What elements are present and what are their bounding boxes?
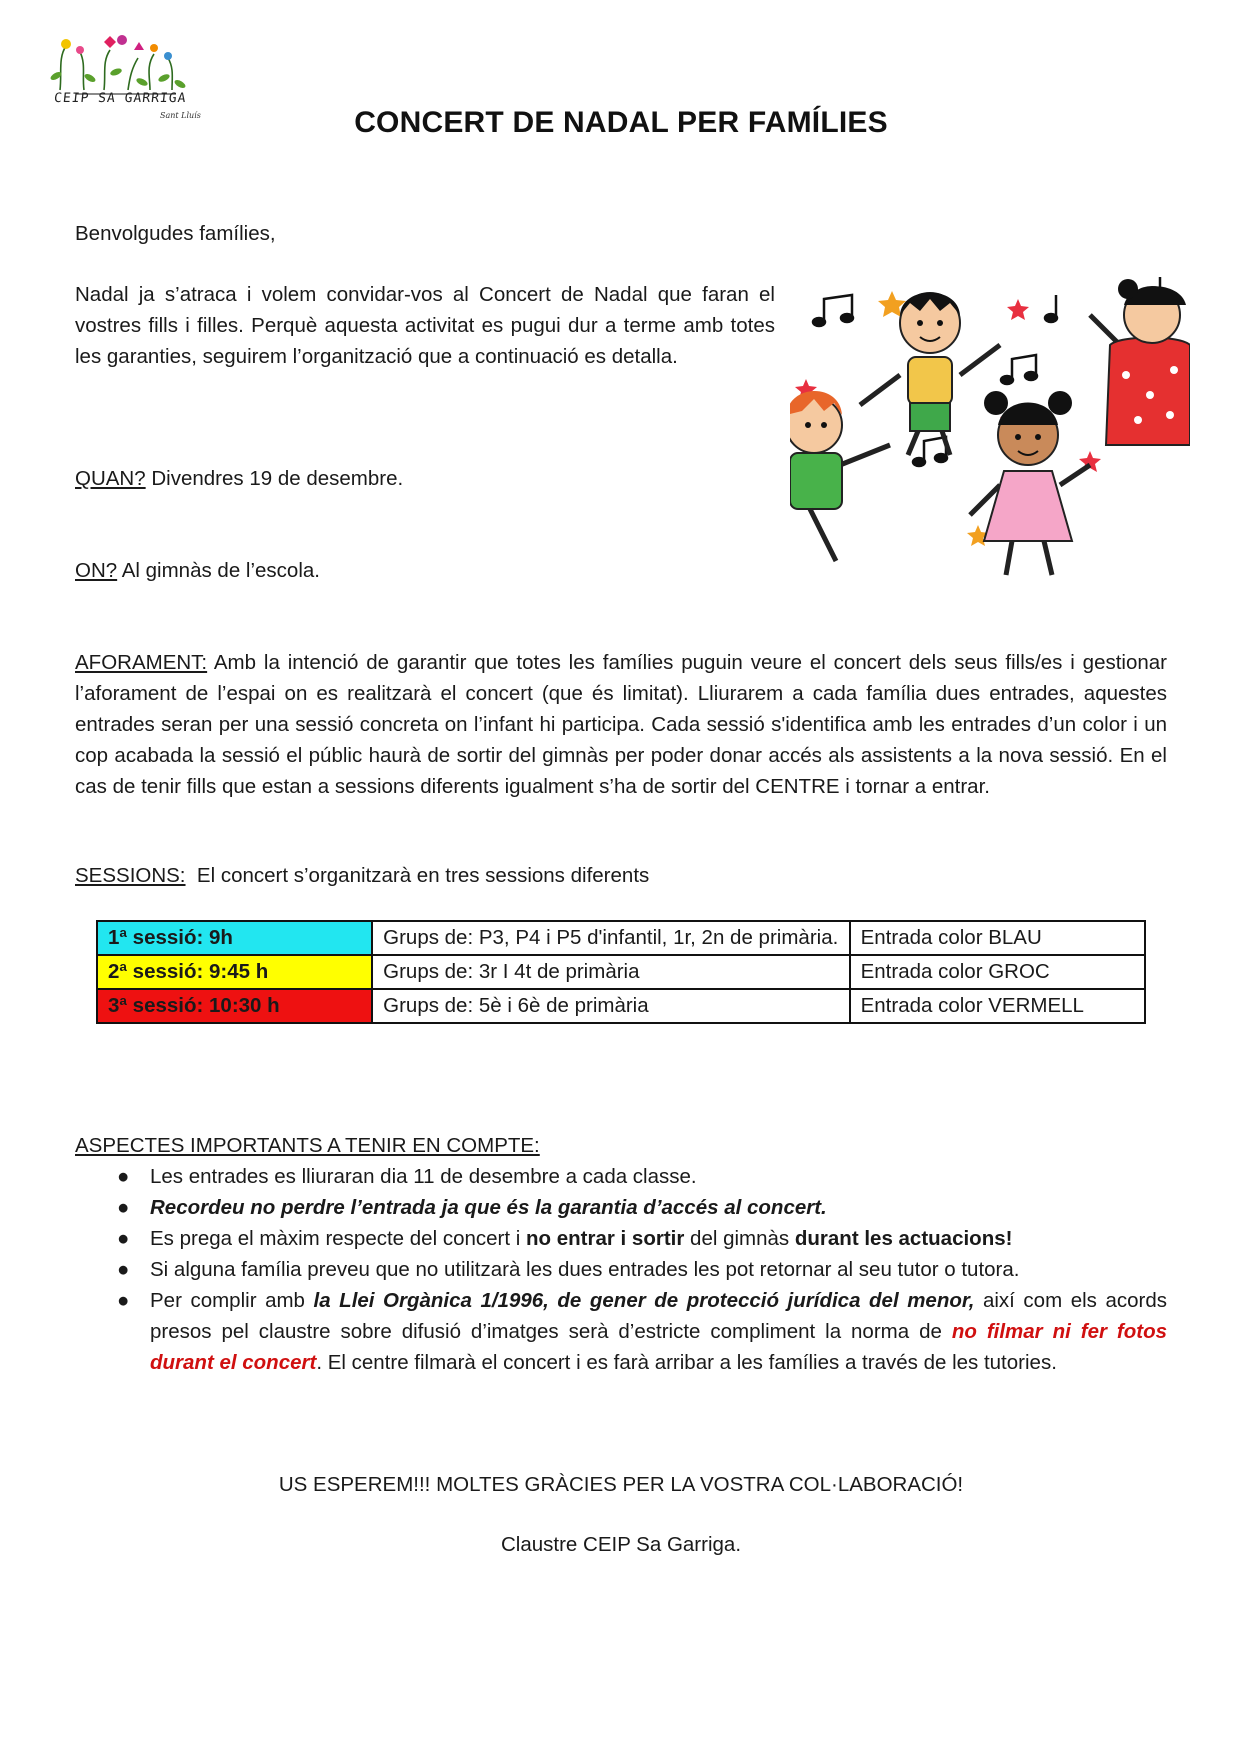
when-line (75, 463, 403, 494)
session-cell: 2ª sessió: 9:45 h (97, 955, 372, 989)
sessions-table (96, 920, 1146, 1024)
table-row (97, 955, 1145, 989)
sessions-line (75, 860, 649, 891)
dancing-children-illustration (790, 275, 1190, 605)
list-item (75, 1254, 1167, 1285)
when-label: QUAN? (75, 467, 146, 490)
aspects-list (75, 1161, 1167, 1378)
where-text: Al gimnàs de l’escola. (117, 559, 320, 582)
law-reference: la Llei Orgànica 1/1996, de gener de protecció jurídica del menor, (313, 1289, 975, 1312)
aspects-heading: ASPECTES IMPORTANTS A TENIR EN COMPTE: (75, 1134, 540, 1157)
groups-cell: Grups de: P3, P4 i P5 d'infantil, 1r, 2n de primària. (372, 921, 849, 955)
ticket-cell: Entrada color BLAU (850, 921, 1145, 955)
boy-figure (860, 293, 1000, 456)
list-item (75, 1223, 1167, 1254)
bullet-icon: ● (117, 1196, 130, 1219)
when-text: Divendres 19 de desembre. (145, 467, 404, 490)
greeting: Benvolgudes famílies, (75, 222, 276, 245)
list-item-emphasis: durant les actuacions! (794, 1227, 1013, 1250)
thanks-line: US ESPEREM!!! MOLTES GRÀCIES PER LA VOSTRA COL·LABORACIÓ! (278, 1473, 964, 1496)
groups-cell: Grups de: 5è i 6è de primària (372, 989, 849, 1023)
list-item-text: . El centre filmarà el concert i es farà arribar a les famílies a través de les tutories. (316, 1351, 1057, 1374)
list-item-text: així com els acords presos pel claustre sobre difusió d’imatges serà d’estricte compliment la norma de (150, 1289, 1167, 1343)
page-title: CONCERT DE NADAL PER FAMÍLIES (354, 106, 888, 139)
capacity-label: AFORAMENT: (75, 651, 208, 674)
bullet-icon: ● (117, 1289, 130, 1312)
list-item-text: Recordeu no perdre l’entrada ja que és la garantia d’accés al concert. (150, 1196, 827, 1219)
ticket-cell: Entrada color VERMELL (850, 989, 1145, 1023)
table-row (97, 921, 1145, 955)
session-cell: 3ª sessió: 10:30 h (97, 989, 372, 1023)
bullet-icon: ● (117, 1258, 130, 1281)
where-line (75, 555, 320, 586)
list-item-text: del gimnàs (684, 1227, 795, 1250)
list-item-text: Es prega el màxim respecte del concert i (150, 1227, 526, 1250)
list-item-text: Les entrades es lliuraran dia 11 de desembre a cada classe. (150, 1165, 697, 1188)
list-item (75, 1192, 1167, 1223)
capacity-text: Amb la intenció de garantir que totes les famílies puguin veure el concert dels seus fills/es i gestionar l’aforament de l’espai on es realitzarà el concert (que és limitat). Lliurarem a cada família dues entrades, aquestes entrades seran per una sessió concreta on l’infant hi participa. Cada sessió s'identifica amb les entrades d’un color i un cop acabada la sessió el públic haurà de sortir del gimnàs per poder donar accés als assistents a la nova sessió. En el cas de tenir fills que estan a sessions diferents igualment s’ha de sortir del CENTRE i tornar a entrar. (75, 651, 1167, 798)
logo-subtext: Sant Lluís (160, 111, 201, 120)
bullet-icon: ● (117, 1165, 130, 1188)
no-filming-warning: no filmar ni fer fotos durant el concert (150, 1320, 1167, 1374)
list-item (75, 1161, 1167, 1192)
list-item-text: Si alguna família preveu que no utilitzarà les dues entrades les pot retornar al seu tutor o tutora. (150, 1258, 1020, 1281)
table-row (97, 989, 1145, 1023)
signature: Claustre CEIP Sa Garriga. (500, 1533, 742, 1556)
ticket-cell: Entrada color GROC (850, 955, 1145, 989)
bullet-icon: ● (117, 1227, 130, 1250)
groups-cell: Grups de: 3r I 4t de primària (372, 955, 849, 989)
list-item (75, 1285, 1167, 1378)
sessions-label: SESSIONS: (75, 864, 186, 887)
intro-paragraph: Nadal ja s’atraca i volem convidar-vos al Concert de Nadal que faran el vostres fills i filles. Perquè aquesta activitat es pugui dur a terme amb totes les garanties, seguirem l’organització que a continuació es detalla. (75, 283, 775, 368)
redhead-boy-figure (790, 391, 890, 561)
girl-figure (1090, 279, 1190, 445)
pink-dress-girl-figure (970, 391, 1090, 575)
logo-text: CEIP SA GARRIGA (53, 91, 188, 106)
session-cell: 1ª sessió: 9h (97, 921, 372, 955)
list-item-text: Per complir amb (150, 1289, 314, 1312)
capacity-paragraph (75, 647, 1167, 802)
list-item-emphasis: no entrar i sortir (526, 1227, 685, 1250)
sessions-text: El concert s’organitzarà en tres sessions diferents (185, 864, 650, 887)
where-label: ON? (75, 559, 118, 582)
